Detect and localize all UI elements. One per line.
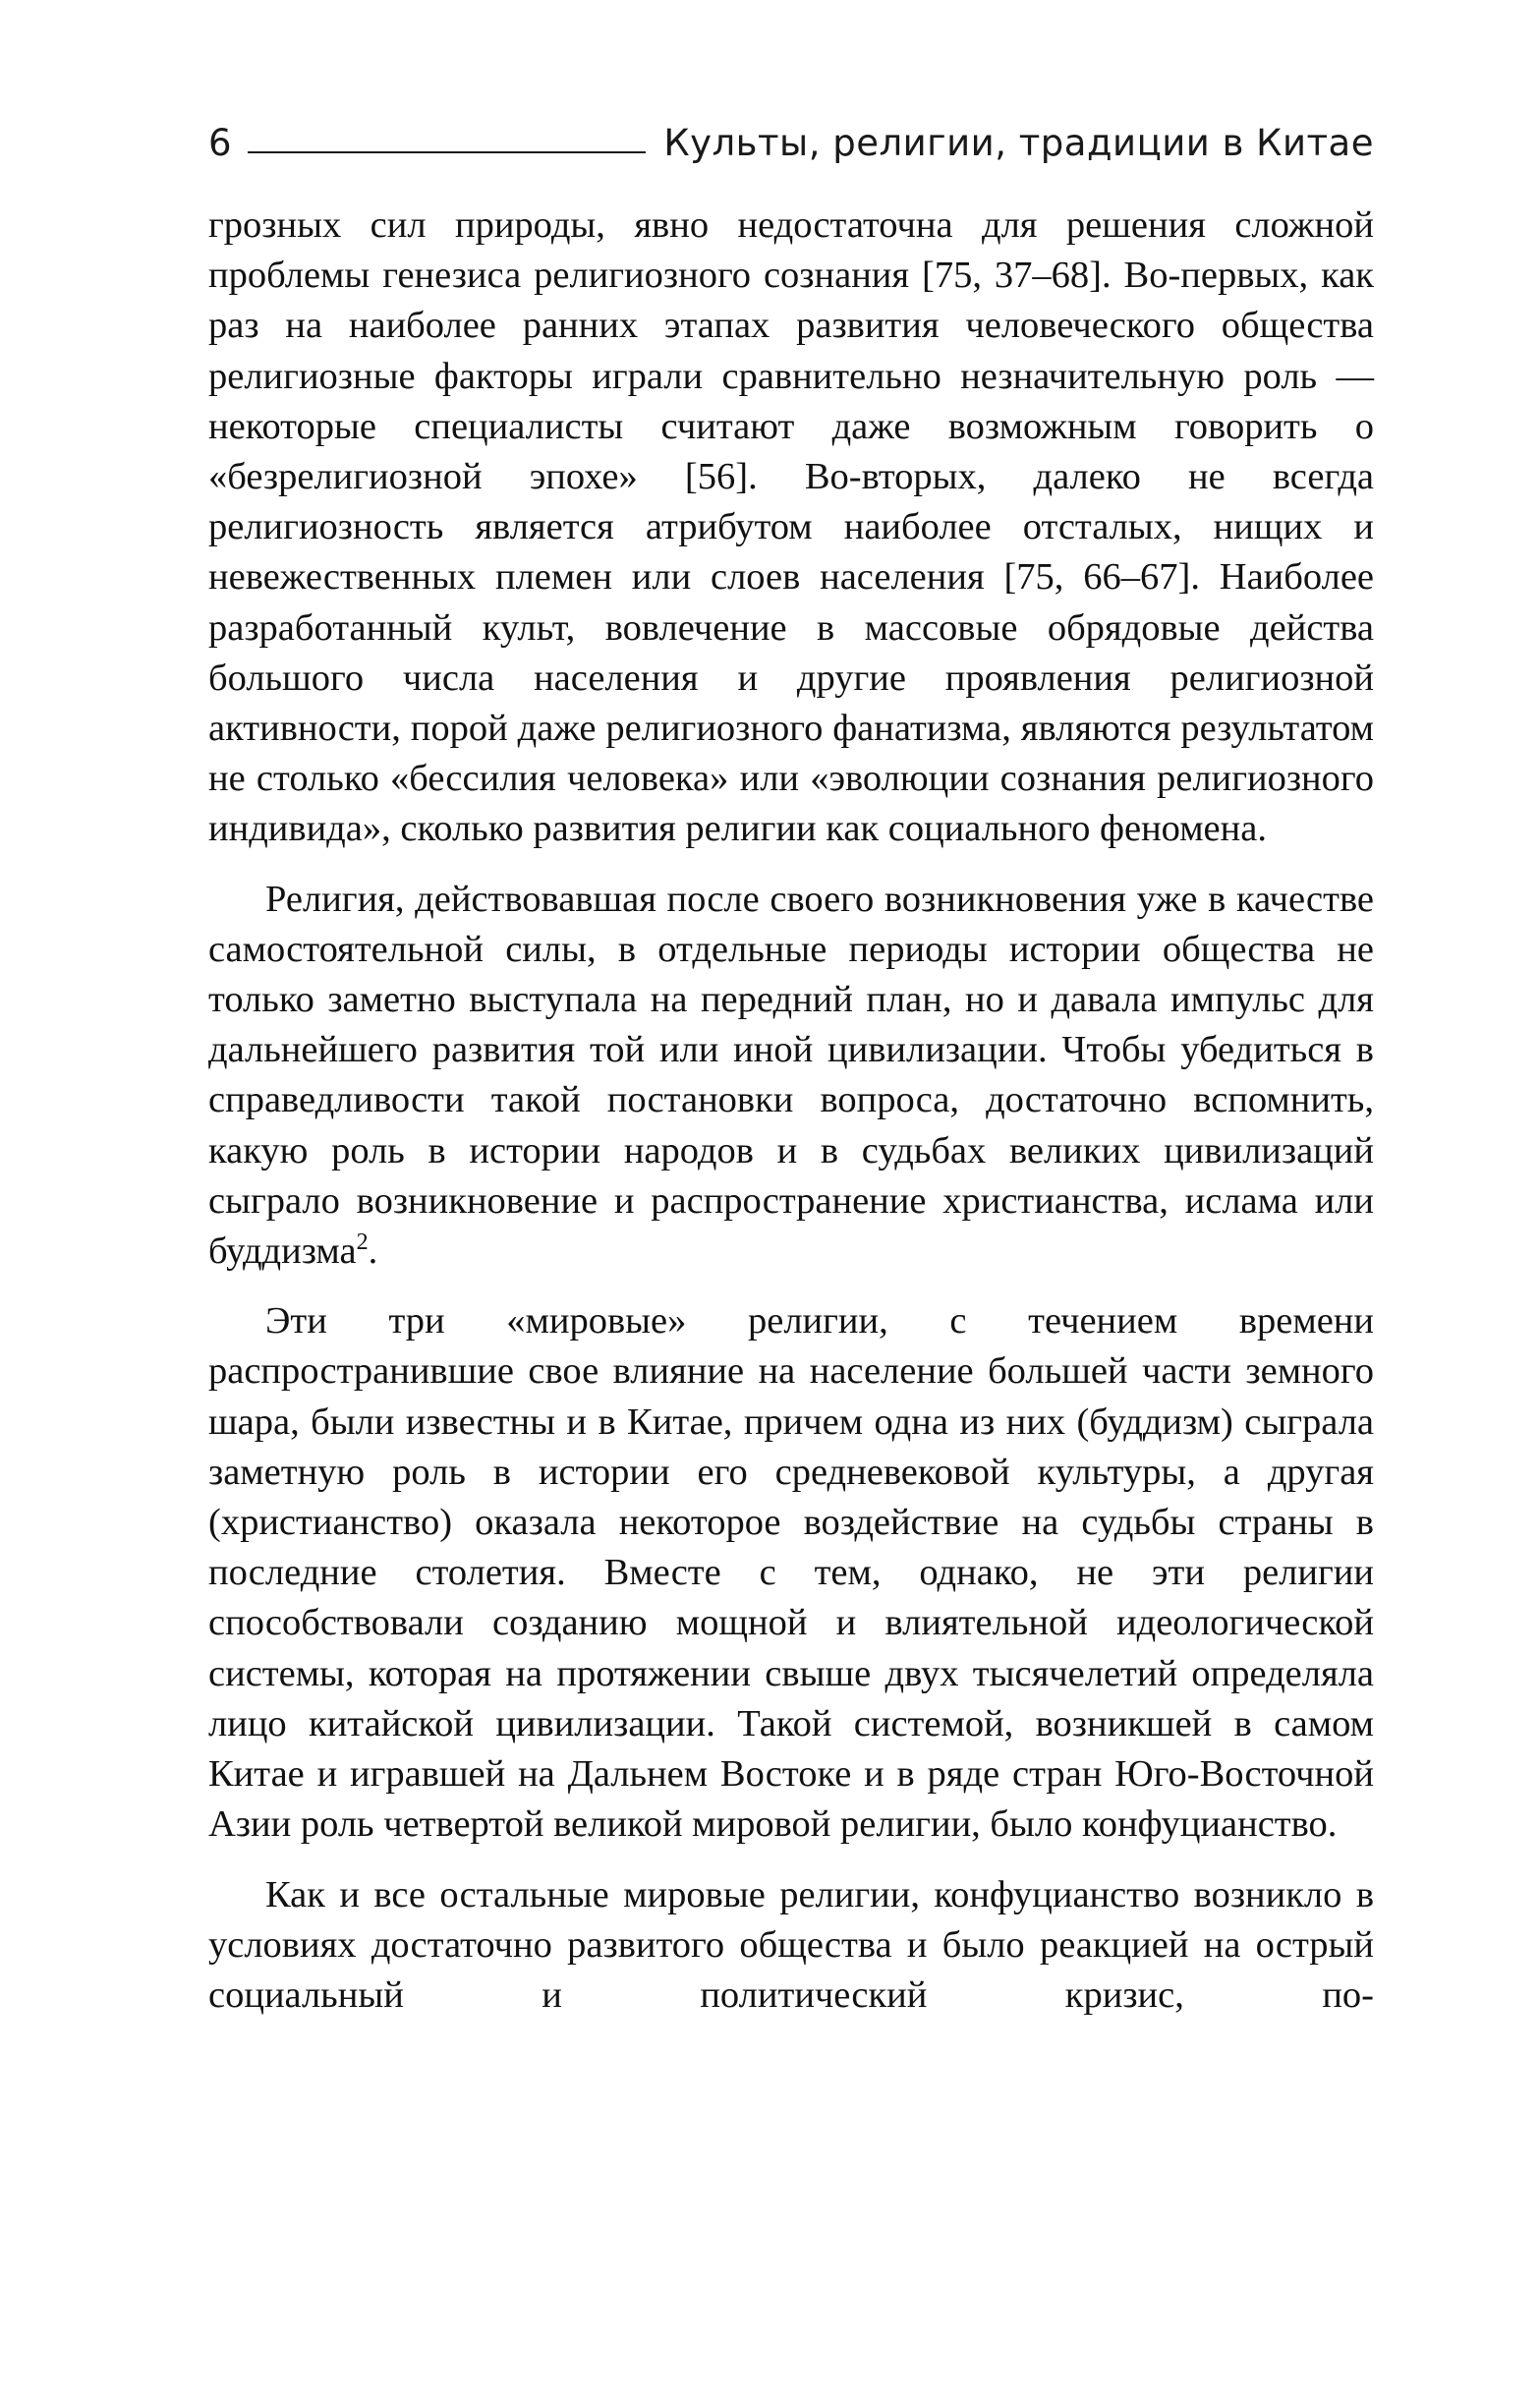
book-page [208,116,1374,2021]
paragraph-text: Религия, действовавшая после своего возникновения уже в качестве самостоятельной силы, в отдельные периоды истории общества не только заметно выступала на передний план, но и давала импульс для дальнейшего развития той или иной цивилизации. Чтобы убедиться в справедливости такой постановки вопроса, достаточно вспомнить, какую роль в истории народов и в судьбах великих цивилизаций сыграло возникновение и распространение христианства, ислама или буддизма [208,878,1374,1273]
paragraph-religion-force [208,875,1374,1278]
paragraph-continued: грозных сил природы, явно недостаточна для решения сложной проблемы генезиса религиозного сознания [75, 37–68]. Во-первых, как раз на наиболее ранних этапах развития человеческого общества религиозные факторы играли сравнительно незначительную роль — некоторые специалисты считают даже возможным говорить о «безрелигиозной эпохе» [56]. Во-вторых, далеко не всегда религиозность является атрибутом наиболее отсталых, нищих и невежественных племен или слоев населения [75, 66–67]. Наиболее разработанный культ, вовлечение в массовые обрядовые действа большого числа населения и другие проявления религиозной активности, порой даже религиозного фанатизма, являются результатом не столько «бессилия человека» или «эволюции сознания религиозного индивида», сколько развития религии как социального феномена. [208,204,1374,850]
body-text [208,200,1374,2021]
running-title: Культы, религии, традиции в Китае [663,122,1374,164]
header-rule [248,151,647,153]
running-header [208,116,1374,164]
footnote-marker: 2 [356,1229,369,1256]
paragraph-confucianism: Как и все остальные мировые религии, конфуцианство возникло в условиях достаточно развитого общества и было реакцией на острый социальный и политический кризис, по- [208,1873,1374,2016]
page-number: 6 [208,122,232,164]
paragraph-world-religions: Эти три «мировые» религии, с течением времени распространившие свое влияние на население большей части земного шара, были известны и в Китае, причем одна из них (буддизм) сыграла заметную роль в истории его средневековой культуры, а другая (христианство) оказала некоторое воздействие на судьбы страны в последние столетия. Вместе с тем, однако, не эти религии способствовали созданию мощной и влиятельной идеологической системы, которая на протяжении свыше двух тысячелетий определяла лицо китайской цивилизации. Такой системой, возникшей в самом Китае и игравшей на Дальнем Востоке и в ряде стран Юго-Восточной Азии роль четвертой великой мировой религии, было конфуцианство. [208,1300,1374,1846]
paragraph-tail: . [368,1230,378,1273]
